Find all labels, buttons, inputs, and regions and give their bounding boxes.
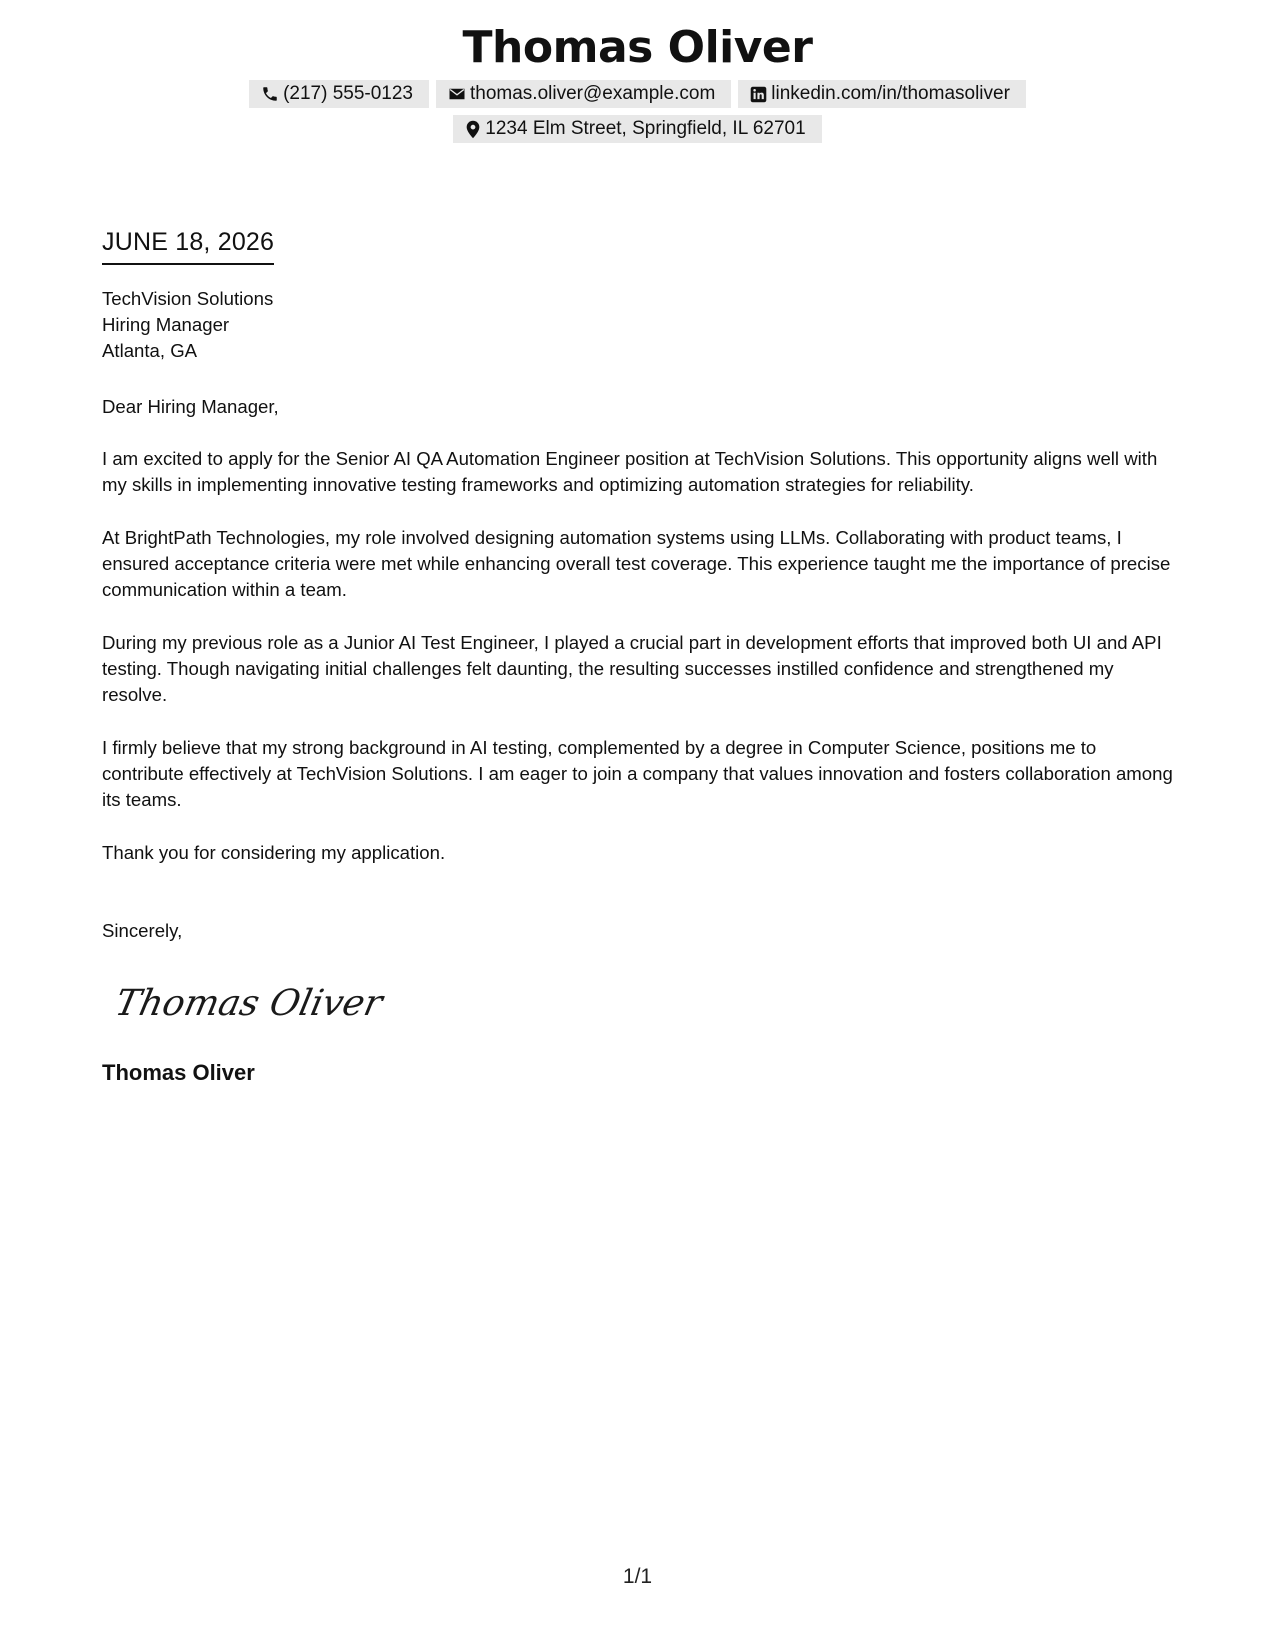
signature-script: Thomas Oliver (111, 981, 387, 1024)
recipient-company: TechVision Solutions (102, 288, 274, 309)
envelope-icon (448, 85, 466, 103)
phone-chip (249, 80, 429, 108)
handwritten-signature (111, 975, 387, 1035)
phone-icon (261, 85, 279, 103)
email-text: thomas.oliver@example.com (470, 83, 716, 104)
email-chip (436, 80, 731, 108)
address-chip (453, 115, 821, 143)
linkedin-text: linkedin.com/in/thomasoliver (771, 83, 1010, 104)
page-number: 1/1 (622, 1565, 653, 1588)
thank-you-line: Thank you for considering my application. (102, 842, 446, 863)
body-paragraph: At BrightPath Technologies, my role involved designing automation systems using LLMs. Collaborating with product teams, I ensured acceptance criteria were met while enhancing overall test coverage. This experience taught me the importance of precise communication within a team. (102, 527, 1171, 600)
body-paragraph: During my previous role as a Junior AI Test Engineer, I played a crucial part in development efforts that improved both UI and API testing. Though navigating initial challenges felt daunting, the resulting successes instilled confidence and strengthened my resolve. (102, 632, 1162, 705)
contact-row-primary (0, 80, 1275, 108)
applicant-name-heading: Thomas Oliver (462, 22, 813, 73)
letter-date: JUNE 18, 2026 (102, 228, 274, 265)
closing-line: Sincerely, (102, 920, 183, 941)
typed-signature-name: Thomas Oliver (102, 1060, 255, 1085)
recipient-title: Hiring Manager (102, 314, 230, 335)
map-pin-icon (465, 120, 481, 139)
phone-text: (217) 555-0123 (283, 83, 413, 104)
linkedin-chip (738, 80, 1026, 108)
recipient-block (102, 286, 1182, 364)
body-paragraph: I am excited to apply for the Senior AI QA Automation Engineer position at TechVision Solutions. This opportunity aligns well with my skills in implementing innovative testing frameworks and optimizing automation strategies for reliability. (102, 448, 1158, 495)
salutation: Dear Hiring Manager, (102, 396, 279, 417)
contact-row-address (0, 115, 1275, 143)
body-paragraph: I firmly believe that my strong background in AI testing, complemented by a degree in Computer Science, positions me to contribute effectively at TechVision Solutions. I am eager to join a company that values innovation and fosters collaboration among its teams. (102, 737, 1173, 810)
recipient-location: Atlanta, GA (102, 340, 198, 361)
linkedin-icon (750, 86, 767, 103)
address-text: 1234 Elm Street, Springfield, IL 62701 (485, 118, 806, 139)
